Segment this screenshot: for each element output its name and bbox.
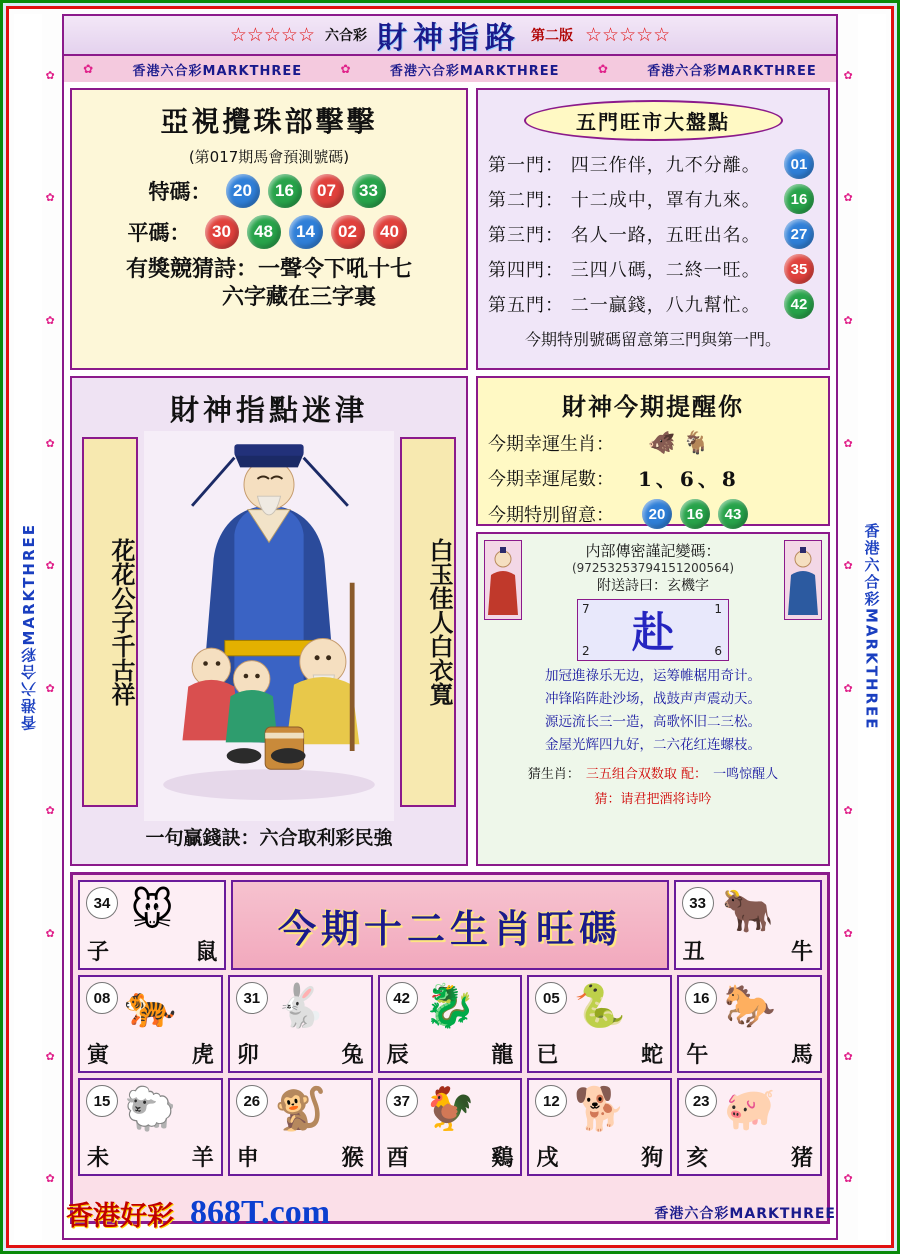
gate-ball: 01 — [784, 149, 814, 179]
verse-block — [486, 665, 820, 757]
rooster-icon: 🐓 — [423, 1084, 477, 1133]
lottery-ball: 16 — [680, 499, 710, 529]
flower-icon: ✿ — [45, 559, 55, 573]
flower-icon: ✿ — [45, 1049, 55, 1063]
zodiac-stem: 酉 — [386, 1145, 409, 1171]
god-of-wealth-illustration — [144, 431, 394, 821]
flower-column-right — [842, 14, 856, 1240]
guess-value: 三五组合双数取 配： — [585, 766, 708, 782]
zodiac-number: 12 — [535, 1085, 567, 1117]
gate-text: 第四門： 三四八碼，二終一旺。 — [488, 260, 761, 281]
zodiac-number: 23 — [685, 1085, 717, 1117]
secret-digits: (97253253794151200564) — [571, 561, 735, 575]
lottery-ball: 14 — [289, 215, 323, 249]
zodiac-name: 兔 — [341, 1042, 364, 1068]
verse-line: 源远流长三一造，高歌怀旧二三松。 — [545, 713, 761, 730]
stars-right: ☆☆☆☆☆ — [585, 24, 671, 46]
flower-icon: ✿ — [843, 436, 853, 450]
zodiac-icons: 🐗 🐐 — [648, 430, 710, 456]
flower-icon: ✿ — [597, 62, 609, 76]
tiger-icon: 🐅 — [124, 981, 177, 1030]
zodiac-stem: 寅 — [87, 1042, 110, 1068]
zodiac-cell-horse[interactable] — [677, 975, 822, 1073]
zodiac-cell-rabbit[interactable] — [228, 975, 373, 1073]
zodiac-name: 猪 — [790, 1145, 813, 1171]
brand-name: 香港好彩 — [66, 1200, 174, 1232]
stars-left: ☆☆☆☆☆ — [229, 24, 315, 46]
lottery-ball: 07 — [310, 174, 344, 208]
normal-label: 平碼： — [127, 220, 191, 245]
lottery-ball: 20 — [642, 499, 672, 529]
zodiac-name: 牛 — [791, 939, 814, 965]
riddle-label: 有獎競猜詩： — [125, 256, 258, 282]
dog-icon: 🐕 — [573, 1084, 626, 1133]
zodiac-stem: 戌 — [536, 1145, 559, 1171]
poster-body — [62, 82, 838, 1240]
guess-line-2: 猜：请君把酒将诗吟 — [594, 791, 712, 807]
zodiac-number: 15 — [86, 1085, 118, 1117]
goat-icon: 🐑 — [124, 1084, 177, 1133]
zodiac-cell-dog[interactable] — [527, 1078, 672, 1176]
panel-c-title: 財神指點迷津 — [169, 393, 368, 427]
flower-icon: ✿ — [45, 436, 55, 450]
zodiac-number: 37 — [386, 1085, 418, 1117]
zodiac-number: 05 — [535, 982, 567, 1014]
ox-icon: 🐂 — [721, 886, 774, 935]
flower-icon: ✿ — [45, 926, 55, 940]
zodiac-number: 26 — [236, 1085, 268, 1117]
verse-line: 加冠進祿乐无边，运筹帷椐用奇计。 — [545, 668, 761, 684]
flower-icon: ✿ — [83, 62, 95, 76]
panel-a-subtitle: (第017期馬會預測號碼) — [188, 148, 350, 166]
door-god-left-icon — [484, 540, 522, 620]
flower-icon: ✿ — [45, 681, 55, 695]
guess-row-1 — [486, 763, 820, 782]
lucky-zodiac-label: 今期幸運生肖： — [488, 434, 614, 455]
zodiac-number: 08 — [86, 982, 118, 1014]
zodiac-stem: 申 — [236, 1145, 259, 1171]
side-strip-left — [14, 14, 42, 1240]
door-god-right-icon — [784, 540, 822, 620]
lottery-ball: 30 — [205, 215, 239, 249]
gate-ball: 35 — [784, 254, 814, 284]
gate-row — [488, 254, 818, 284]
side-strip-right-text: 香港六合彩MARKTHREE — [862, 523, 881, 731]
riddle-line-1: 一聲令下吼十七 — [258, 256, 413, 282]
flower-icon: ✿ — [340, 62, 352, 76]
lucky-tails-row — [488, 463, 818, 492]
riddle-line-2: 六字藏在三字裏 — [221, 283, 376, 310]
rabbit-icon: 🐇 — [274, 981, 327, 1030]
gate-text: 第一門： 四三作伴，九不分離。 — [488, 155, 761, 176]
masthead — [62, 14, 838, 56]
zodiac-name: 鼠 — [195, 939, 218, 965]
flower-icon: ✿ — [45, 1172, 55, 1186]
zodiac-row-2 — [78, 975, 822, 1073]
flower-icon: ✿ — [45, 313, 55, 327]
panel-reminder — [476, 376, 830, 526]
flower-icon: ✿ — [843, 681, 853, 695]
zodiac-cell-snake[interactable] — [527, 975, 672, 1073]
mystery-character: 赴 — [631, 608, 674, 657]
masthead-subtitle: 六合彩 — [325, 28, 367, 44]
gate-row — [488, 289, 818, 319]
zodiac-stem: 辰 — [386, 1042, 409, 1068]
zodiac-number: 34 — [86, 887, 118, 919]
corner-number-br: 6 — [714, 644, 722, 658]
normal-number-row — [82, 215, 456, 249]
brand-tail-text: 香港六合彩MARKTHREE — [654, 1206, 836, 1222]
middle-row — [70, 376, 830, 866]
guess-label: 猜生肖： — [527, 766, 580, 782]
band-text: 香港六合彩MARKTHREE — [389, 63, 560, 79]
flower-icon: ✿ — [843, 559, 853, 573]
zodiac-name: 羊 — [191, 1145, 214, 1171]
marquee-band — [62, 56, 838, 82]
zodiac-stem: 子 — [87, 939, 110, 965]
illustration-scene — [78, 431, 460, 821]
lottery-ball: 40 — [373, 215, 407, 249]
guess-extra: 一鸣惊醒人 — [713, 766, 779, 782]
mystery-character-box — [577, 599, 729, 661]
monkey-icon: 🐒 — [274, 1084, 327, 1133]
side-strip-right — [858, 14, 886, 1240]
lottery-ball: 16 — [268, 174, 302, 208]
dragon-icon: 🐉 — [423, 981, 477, 1030]
lottery-ball: 33 — [352, 174, 386, 208]
zodiac-number: 16 — [685, 982, 717, 1014]
right-middle-column — [476, 376, 830, 866]
panel-b-note: 今期特別號碼留意第三門與第一門。 — [524, 330, 781, 349]
flower-icon: ✿ — [843, 191, 853, 205]
side-strip-left-text: 香港六合彩MARKTHREE — [19, 523, 38, 731]
flower-icon: ✿ — [843, 1172, 853, 1186]
special-number-row — [82, 174, 456, 208]
flower-icon: ✿ — [843, 926, 853, 940]
zodiac-stem: 未 — [87, 1145, 110, 1171]
corner-number-tr: 1 — [714, 602, 722, 616]
zodiac-cell-dragon[interactable] — [378, 975, 523, 1073]
corner-number-bl: 2 — [582, 644, 590, 658]
brand-footer — [64, 1188, 836, 1238]
zodiac-name: 蛇 — [641, 1042, 664, 1068]
verse-line: 金屋光辉四九好，二六花红连螺枝。 — [545, 736, 761, 753]
zodiac-banner-text: 今期十二生肖旺碼 — [278, 905, 623, 951]
panel-five-gates — [476, 88, 830, 370]
zodiac-stem: 亥 — [686, 1145, 709, 1171]
guess-row-2 — [486, 788, 820, 807]
brand-domain: 868T.com — [190, 1194, 331, 1231]
panel-d-title: 財神今期提醒你 — [562, 392, 744, 421]
zodiac-banner — [231, 880, 668, 970]
zodiac-name: 猴 — [341, 1145, 364, 1171]
flower-icon: ✿ — [45, 191, 55, 205]
panel-c-footer: 一句贏錢訣：六合取利彩民強 — [145, 827, 393, 849]
zodiac-row-1 — [78, 880, 822, 970]
lottery-ball: 43 — [718, 499, 748, 529]
zodiac-name: 虎 — [191, 1042, 214, 1068]
panel-a-title: 亞視攪珠部擊擊 — [160, 105, 378, 138]
lottery-ball: 02 — [331, 215, 365, 249]
zodiac-name: 鷄 — [491, 1145, 514, 1171]
flower-icon: ✿ — [843, 1049, 853, 1063]
zodiac-cell-pig[interactable] — [677, 1078, 822, 1176]
zodiac-number: 31 — [236, 982, 268, 1014]
panel-god-of-wealth — [70, 376, 468, 866]
zodiac-grid — [70, 872, 830, 1224]
panel-a-column — [70, 88, 468, 370]
zodiac-stem: 已 — [536, 1042, 559, 1068]
flower-icon: ✿ — [45, 68, 55, 82]
gate-text: 第五門： 二一贏錢，八九幫忙。 — [488, 295, 761, 316]
flower-icon: ✿ — [843, 68, 853, 82]
zodiac-name: 龍 — [491, 1042, 514, 1068]
zodiac-number: 33 — [682, 887, 714, 919]
zodiac-cell-ox[interactable] — [674, 880, 822, 970]
band-text: 香港六合彩MARKTHREE — [132, 63, 303, 79]
pig-icon: 🐖 — [723, 1084, 776, 1133]
band-text: 香港六合彩MARKTHREE — [647, 63, 817, 79]
zodiac-cell-rooster[interactable] — [378, 1078, 523, 1176]
poster-content — [62, 14, 838, 1240]
gate-row — [488, 149, 818, 179]
zodiac-number: 42 — [386, 982, 418, 1014]
zodiac-name: 狗 — [641, 1145, 664, 1171]
couplet-left: 花花公子千古祥 — [82, 437, 138, 807]
couplet-right: 白玉佳人白衣寬 — [400, 437, 456, 807]
riddle-block — [82, 256, 456, 311]
zodiac-cell-rat[interactable] — [78, 880, 226, 970]
lucky-tails-label: 今期幸運尾數： — [488, 468, 614, 490]
gate-ball: 16 — [784, 184, 814, 214]
gate-text: 第三門： 名人一路，五旺出名。 — [488, 225, 761, 246]
zodiac-name: 馬 — [790, 1042, 813, 1068]
lucky-tails-value: 1、6、8 — [638, 467, 740, 491]
zodiac-stem: 丑 — [682, 939, 705, 965]
page-title: 財神指路 — [377, 21, 521, 56]
zodiac-stem: 卯 — [236, 1042, 259, 1068]
flower-column-left — [44, 14, 58, 1240]
special-label: 特碼： — [148, 179, 212, 204]
gate-ball: 42 — [784, 289, 814, 319]
flower-icon: ✿ — [45, 804, 55, 818]
lottery-ball: 48 — [247, 215, 281, 249]
secret-header — [530, 540, 776, 595]
rat-icon: 🐭 — [130, 886, 175, 935]
zodiac-cell-tiger[interactable] — [78, 975, 223, 1073]
secret-heading: 内部傳密謹記變碼： — [585, 542, 721, 560]
panel-b-column — [476, 88, 830, 370]
lucky-zodiac-row — [488, 430, 818, 456]
secret-subheading: 附送詩曰：玄機字 — [597, 578, 709, 594]
panel-secret-code — [476, 532, 830, 866]
verse-line: 冲锋陷阵赴沙场，战鼓声声震动天。 — [545, 690, 761, 707]
panel-prediction — [70, 88, 468, 370]
flower-icon: ✿ — [843, 804, 853, 818]
special-watch-label: 今期特別留意： — [488, 505, 614, 526]
gate-row — [488, 219, 818, 249]
special-watch-row — [488, 499, 818, 529]
zodiac-row-3 — [78, 1078, 822, 1176]
corner-number-tl: 7 — [582, 602, 590, 616]
edition-label: 第二版 — [531, 28, 573, 44]
top-row — [70, 88, 830, 370]
horse-icon: 🐎 — [723, 981, 776, 1030]
zodiac-cell-goat[interactable] — [78, 1078, 223, 1176]
gate-row — [488, 184, 818, 214]
zodiac-stem: 午 — [686, 1042, 709, 1068]
lottery-ball: 20 — [226, 174, 260, 208]
panel-b-title: 五門旺市大盤點 — [524, 100, 783, 141]
gate-ball: 27 — [784, 219, 814, 249]
zodiac-cell-monkey[interactable] — [228, 1078, 373, 1176]
god-figure-icon — [144, 431, 394, 821]
flower-icon: ✿ — [843, 313, 853, 327]
gate-text: 第二門： 十二成中，罩有九來。 — [488, 190, 761, 211]
snake-icon: 🐍 — [573, 981, 626, 1030]
